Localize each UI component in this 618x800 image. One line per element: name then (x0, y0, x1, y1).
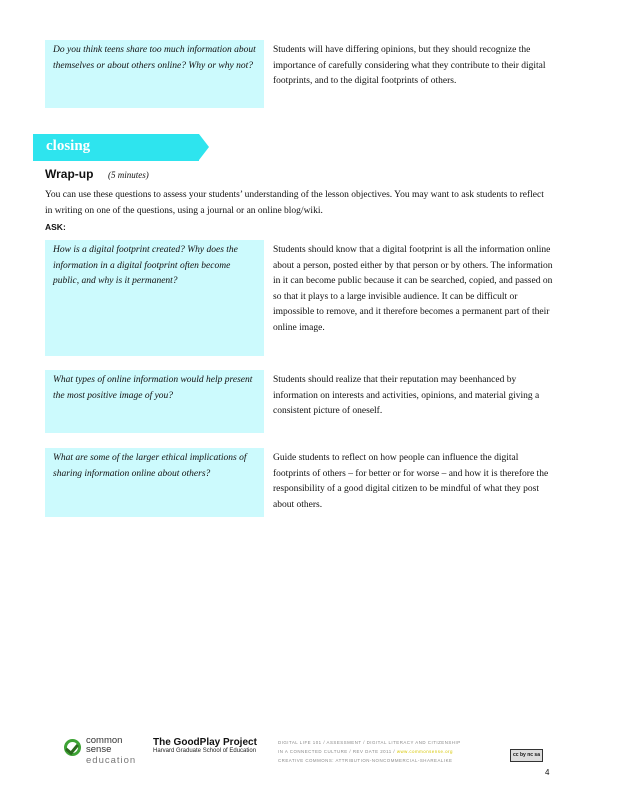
logo-text-sense: sense (86, 744, 112, 755)
closing-banner (33, 134, 209, 161)
goodplay-logo (153, 737, 257, 754)
duration-label: (5 minutes) (108, 170, 149, 180)
answer-cell: Students should realize that their reputation may beenhanced by information on interests and activities, opinions, and material giving a consistent picture of oneself. (273, 375, 540, 416)
common-sense-logo (63, 736, 143, 770)
page-number: 4 (545, 768, 550, 777)
banner-text: closing (46, 138, 91, 154)
footer-link[interactable]: www.commonsense.org (396, 749, 453, 754)
fine-line-1: DIGITAL LIFE 101 / ASSESSMENT / DIGITAL LITERACY AND CITIZENSHIP (278, 740, 461, 745)
fine-line-2: IN A CONNECTED CULTURE / REV DATE 2011 / (278, 749, 396, 754)
logo-text-common: common (86, 735, 123, 746)
answer-cell: Students should know that a digital footprint is all the information online about a person, posted either by that person or by others. The information in it can become public because it can be searched, copied, and passed on so that it plays to a large invisible audience. It can be difficult or impossible to remove, and it therefore becomes a permanent part of their online image. (273, 245, 553, 333)
wrap-up-heading: Wrap-up (45, 167, 94, 181)
footer-fine-print (278, 738, 493, 765)
footer (63, 736, 553, 772)
question-cell: How is a digital footprint created? Why does the information in a digital footprint often become public, and why is it permanent? (45, 240, 264, 356)
logo-text-education: education (86, 755, 137, 766)
fine-line-3: CREATIVE COMMONS: ATTRIBUTION-NONCOMMERCIAL-SHAREALIKE (278, 758, 453, 763)
answer-cell: Students will have differing opinions, but they should recognize the importance of carefully considering what they contribute to their digital footprints, and to the digital footprints of others. (273, 45, 546, 86)
answer-cell: Guide students to reflect on how people can influence the digital footprints of others – for better or for worse – and how it is therefore the responsibility of a good digital citizen to be mindful of what they post about others. (273, 453, 549, 510)
question-cell: What are some of the larger ethical implications of sharing information online about others? (45, 448, 264, 517)
intro-paragraph: You can use these questions to assess your students’ understanding of the lesson objectives. You may want to ask students to reflect in writing on one of the questions, using a journal or an online blog/wiki. (45, 190, 544, 216)
goodplay-title: The GoodPlay Project (153, 737, 257, 748)
goodplay-subtitle: Harvard Graduate School of Education (153, 748, 257, 754)
ask-label: ASK: (45, 222, 66, 232)
question-cell: What types of online information would help present the most positive image of you? (45, 370, 264, 433)
question-cell: Do you think teens share too much information about themselves or about others online? Why or why not? (45, 40, 264, 108)
creative-commons-badge: cc by nc sa (510, 749, 543, 762)
